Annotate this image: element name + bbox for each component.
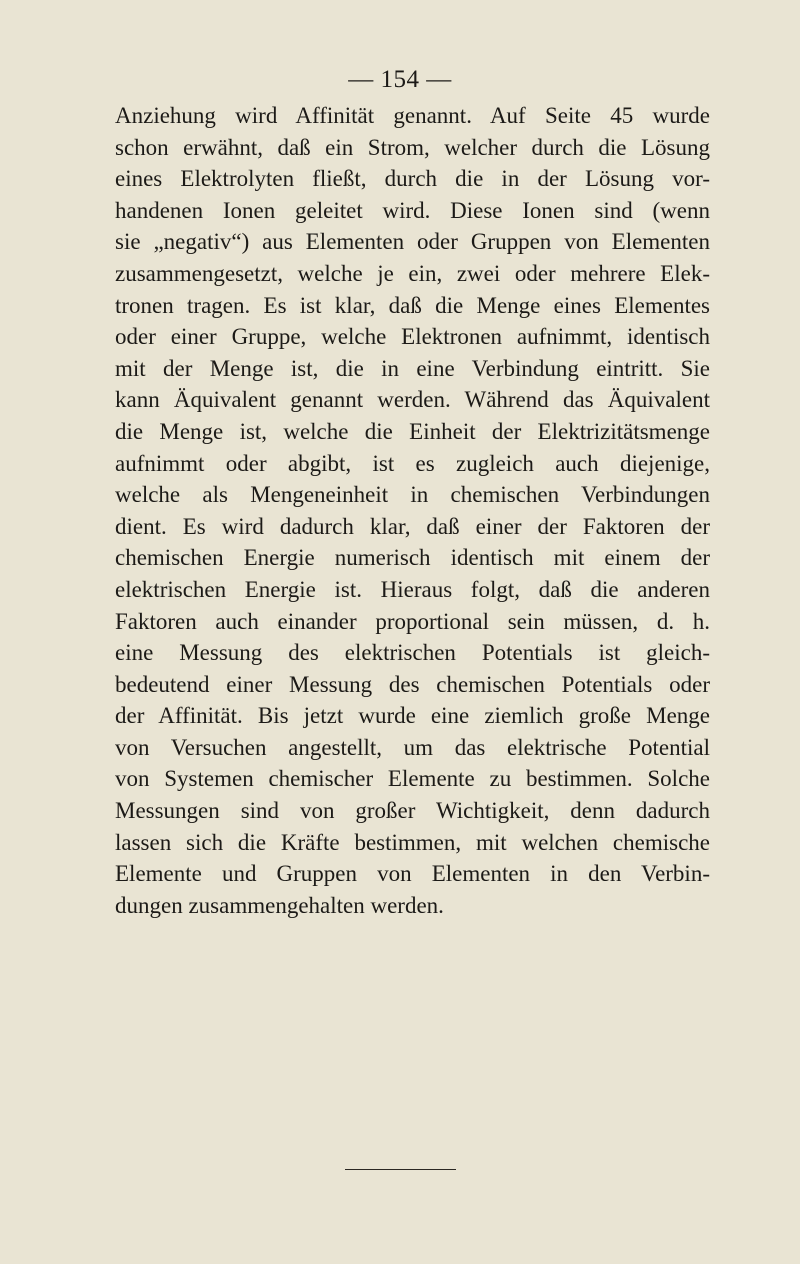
text-line: der Affinität. Bis jetzt wurde eine ziemlich große Menge <box>115 703 710 729</box>
text-line: handenen Ionen geleitet wird. Diese Ionen sind (wenn <box>115 197 710 223</box>
body-paragraph <box>115 100 710 921</box>
text-line: elektrischen Energie ist. Hieraus folgt, daß die anderen <box>115 576 710 602</box>
text-line: bedeutend einer Messung des chemischen Potentials oder <box>115 671 710 697</box>
text-line: mit der Menge ist, die in eine Verbindung eintritt. Sie <box>115 355 710 381</box>
page-number-header: — 154 — <box>348 66 452 93</box>
text-line: welche als Mengeneinheit in chemischen Verbindungen <box>115 482 710 508</box>
text-line: Anziehung wird Affinität genannt. Auf Seite 45 wurde <box>115 103 710 128</box>
text-line: oder einer Gruppe, welche Elektronen aufnimmt, identisch <box>115 324 710 350</box>
text-line: zusammengesetzt, welche je ein, zwei oder mehrere Elek- <box>115 260 710 286</box>
text-line: Elemente und Gruppen von Elementen in den Verbin- <box>115 861 710 887</box>
text-line: chemischen Energie numerisch identisch mit einem der <box>115 545 710 571</box>
text-line: von Systemen chemischer Elemente zu bestimmen. Solche <box>115 766 710 792</box>
text-line: aufnimmt oder abgibt, ist es zugleich auch diejenige, <box>115 450 710 476</box>
text-line: schon erwähnt, daß ein Strom, welcher durch die Lösung <box>115 134 710 160</box>
text-line: eine Messung des elektrischen Potentials ist gleich- <box>115 640 710 666</box>
text-line: lassen sich die Kräfte bestimmen, mit welchen chemische <box>115 829 710 855</box>
text-line: von Versuchen angestellt, um das elektrische Potential <box>115 734 710 760</box>
text-line: dient. Es wird dadurch klar, daß einer der Faktoren der <box>115 513 710 539</box>
text-line: sie „negativ“) aus Elementen oder Gruppen von Elementen <box>115 229 710 255</box>
text-line: kann Äquivalent genannt werden. Während das Äquivalent <box>115 387 710 413</box>
text-line: die Menge ist, welche die Einheit der Elektrizitätsmenge <box>115 418 710 444</box>
text-line: Messungen sind von großer Wichtigkeit, denn dadurch <box>115 798 710 824</box>
text-line: dungen zusammengehalten werden. <box>115 892 444 918</box>
text-line: Faktoren auch einander proportional sein müssen, d. h. <box>115 608 710 634</box>
text-line: eines Elektrolyten fließt, durch die in der Lösung vor- <box>115 166 710 192</box>
section-end-rule <box>345 1169 456 1170</box>
text-line: tronen tragen. Es ist klar, daß die Menge eines Elementes <box>115 292 710 318</box>
